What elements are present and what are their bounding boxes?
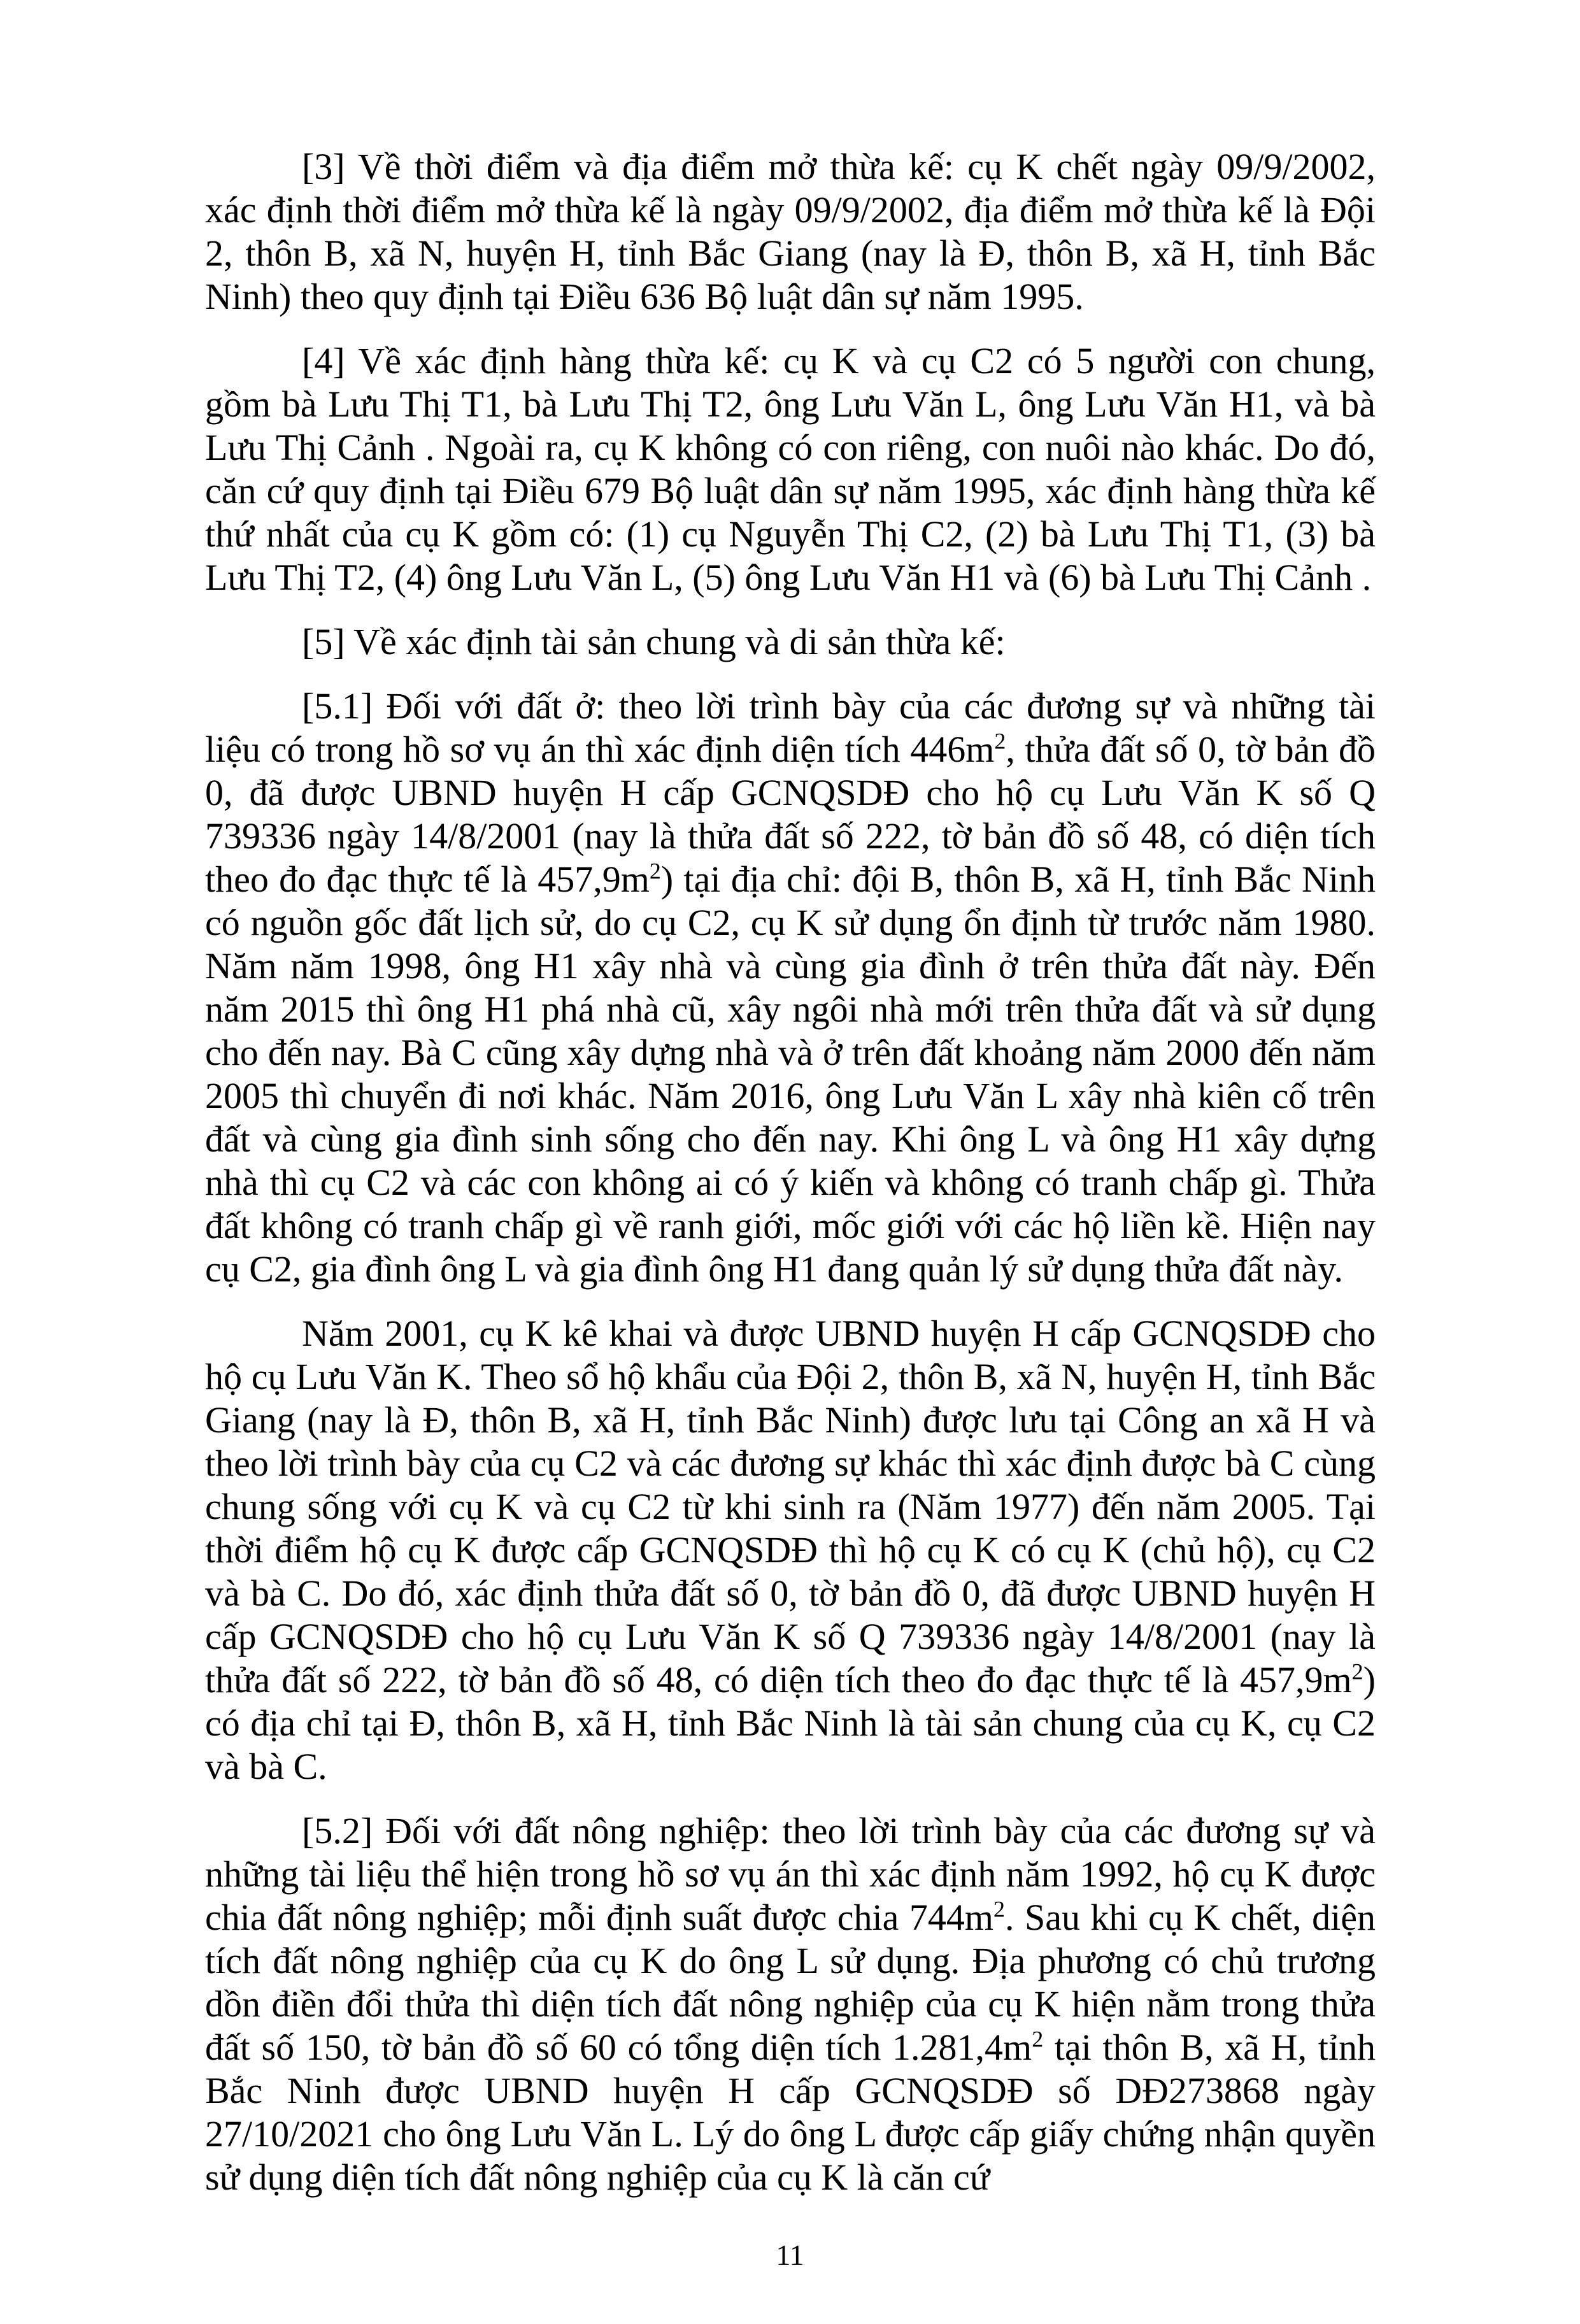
text-segment: , thửa đất số 0, tờ bản đồ 0, đã được UBND huyện H cấp GCNQSDĐ cho hộ cụ Lưu Văn K số Q 739336 ngày 14/8/2001 (nay là thửa đất số 222, tờ bản đồ số 48, có diện tích theo đo đạc thực tế là 457,9m bbox=[205, 729, 1376, 900]
paragraph-5-2-agricultural-land bbox=[205, 1809, 1376, 2199]
superscript: 2 bbox=[993, 1896, 1005, 1922]
text-segment: ) có địa chỉ tại Đ, thôn B, xã H, tỉnh Bắc Ninh là tài sản chung của cụ K, cụ C2 và bà C. bbox=[205, 1659, 1376, 1787]
superscript: 2 bbox=[1351, 1658, 1363, 1685]
page-number: 11 bbox=[776, 2239, 804, 2271]
text-segment: [5.2] Đối với đất nông nghiệp: theo lời trình bày của các đương sự và những tài liệu thể hiện trong hồ sơ vụ án thì xác định năm 1992, hộ cụ K được chia đất nông nghiệp; mỗi định suất được chia 744m bbox=[205, 1810, 1376, 1938]
paragraph-5-1-residential-land bbox=[205, 685, 1376, 1291]
text-segment: tại thôn B, xã H, tỉnh Bắc Ninh được UBND huyện H cấp GCNQSDĐ số DĐ273868 ngày 27/10/2021 cho ông Lưu Văn L. Lý do ông L được cấp giấy chứng nhận quyền sử dụng diện tích đất nông nghiệp của cụ K là căn cứ bbox=[205, 2027, 1376, 2198]
text-segment: Năm 2001, cụ K kê khai và được UBND huyện H cấp GCNQSDĐ cho hộ cụ Lưu Văn K. Theo sổ hộ khẩu của Đội 2, thôn B, xã N, huyện H, tỉnh Bắc Giang (nay là Đ, thôn B, xã H, tỉnh Bắc Ninh) được lưu tại Công an xã H và theo lời trình bày của cụ C2 và các đương sự khác thì xác định được bà C cùng chung sống với cụ K và cụ C2 từ khi sinh ra (Năm 1977) đến năm 2005. Tại thời điểm hộ cụ K được cấp GCNQSDĐ thì hộ cụ K có cụ K (chủ hộ), cụ C2 và bà C. Do đó, xác định thửa đất số 0, tờ bản đồ 0, đã được UBND huyện H cấp GCNQSDĐ cho hộ cụ Lưu Văn K số Q 739336 ngày 14/8/2001 (nay là thửa đất số 222, tờ bản đồ số 48, có diện tích theo đo đạc thực tế là 457,9m bbox=[205, 1313, 1376, 1700]
text-segment: ) tại địa chỉ: đội B, thôn B, xã H, tỉnh Bắc Ninh có nguồn gốc đất lịch sử, do cụ C2, cụ K sử dụng ổn định từ trước năm 1980. Năm năm 1998, ông H1 xây nhà và cùng gia đình ở trên thửa đất này. Đến năm 2015 thì ông H1 phá nhà cũ, xây ngôi nhà mới trên thửa đất và sử dụng cho đến nay. Bà C cũng xây dựng nhà và ở trên đất khoảng năm 2000 đến năm 2005 thì chuyển đi nơi khác. Năm 2016, ông Lưu Văn L xây nhà kiên cố trên đất và cùng gia đình sinh sống cho đến nay. Khi ông L và ông H1 xây dựng nhà thì cụ C2 và các con không ai có ý kiến và không có tranh chấp gì. Thửa đất không có tranh chấp gì về ranh giới, mốc giới với các hộ liền kề. Hiện nay cụ C2, gia đình ông L và gia đình ông H1 đang quản lý sử dụng thửa đất này. bbox=[205, 859, 1376, 1290]
paragraph-3-inheritance-time-place: [3] Về thời điểm và địa điểm mở thừa kế: cụ K chết ngày 09/9/2002, xác định thời điểm mở thừa kế là ngày 09/9/2002, địa điểm mở thừa kế là Đội 2, thôn B, xã N, huyện H, tỉnh Bắc Giang (nay là Đ, thôn B, xã H, tỉnh Bắc Ninh) theo quy định tại Điều 636 Bộ luật dân sự năm 1995. bbox=[205, 146, 1376, 317]
superscript: 2 bbox=[994, 728, 1006, 754]
paragraph-4-heirs: [4] Về xác định hàng thừa kế: cụ K và cụ C2 có 5 người con chung, gồm bà Lưu Thị T1, bà Lưu Thị T2, ông Lưu Văn L, ông Lưu Văn H1, và bà Lưu Thị Cảnh . Ngoài ra, cụ K không có con riêng, con nuôi nào khác. Do đó, căn cứ quy định tại Điều 679 Bộ luật dân sự năm 1995, xác định hàng thừa kế thứ nhất của cụ K gồm có: (1) cụ Nguyễn Thị C2, (2) bà Lưu Thị T1, (3) bà Lưu Thị T2, (4) ông Lưu Văn L, (5) ông Lưu Văn H1 và (6) bà Lưu Thị Cảnh . bbox=[205, 340, 1376, 598]
text-segment: . Sau khi cụ K chết, diện tích đất nông nghiệp của cụ K do ông L sử dụng. Địa phương có chủ trương dồn điền đổi thửa thì diện tích đất nông nghiệp của cụ K hiện nằm trong thửa đất số 150, tờ bản đồ số 60 có tổng diện tích 1.281,4m bbox=[205, 1897, 1376, 2068]
superscript: 2 bbox=[1032, 2026, 1044, 2052]
paragraph-common-property bbox=[205, 1312, 1376, 1788]
text-segment: [5.1] Đối với đất ở: theo lời trình bày của các đương sự và những tài liệu có trong hồ sơ vụ án thì xác định diện tích 446m bbox=[205, 685, 1376, 770]
superscript: 2 bbox=[649, 858, 661, 884]
paragraph-5-heading: [5] Về xác định tài sản chung và di sản thừa kế: bbox=[302, 621, 1006, 662]
document-page bbox=[205, 0, 1376, 2199]
